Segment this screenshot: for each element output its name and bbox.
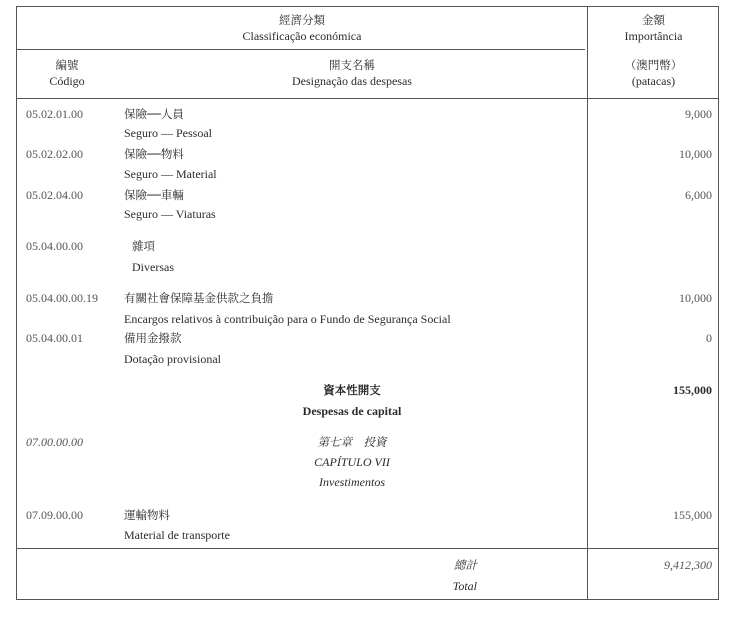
row-designation-pt: Seguro — Viaturas: [124, 207, 216, 221]
capital-heading-pt: Despesas de capital: [302, 404, 402, 418]
capital-amount: 155,000: [673, 383, 712, 397]
chapter-title-pt: CAPÍTULO VII: [314, 455, 390, 469]
row-code: 05.04.00.01: [26, 331, 83, 345]
row-amount: 10,000: [679, 291, 712, 305]
row-amount: 6,000: [685, 188, 712, 202]
row-code: 05.02.04.00: [26, 188, 83, 202]
designation-header-zh: 開支名稱: [329, 58, 375, 72]
row-designation-zh: 備用金撥款: [124, 331, 182, 345]
row-code: 07.09.00.00: [26, 508, 83, 522]
total-label-zh: 總計: [454, 558, 477, 572]
row-designation-zh: 運輸物料: [124, 508, 170, 522]
row-amount: 155,000: [673, 508, 712, 522]
classification-title-pt: Classificação económica: [242, 29, 362, 43]
code-header-pt: Código: [49, 74, 85, 88]
header-subdivider: [17, 49, 585, 50]
row-designation-zh: 保險──物料: [124, 147, 184, 161]
row-code: 05.02.01.00: [26, 107, 83, 121]
row-designation-pt: Diversas: [132, 260, 174, 274]
row-designation-pt: Seguro — Material: [124, 167, 217, 181]
row-code: 05.04.00.00: [26, 239, 83, 253]
capital-heading-zh: 資本性開支: [323, 383, 381, 397]
row-amount: 9,000: [685, 107, 712, 121]
total-amount: 9,412,300: [664, 558, 712, 572]
row-designation-zh: 雜項: [132, 239, 155, 253]
row-amount: 10,000: [679, 147, 712, 161]
total-top-rule: [17, 548, 718, 549]
row-code: 05.02.02.00: [26, 147, 83, 161]
row-designation-zh: 保險──車輛: [124, 188, 184, 202]
row-designation-pt: Dotação provisional: [124, 352, 221, 366]
row-designation-zh: 有關社會保障基金供款之負擔: [124, 291, 274, 305]
amount-title-pt: Importância: [624, 29, 683, 43]
chapter-subtitle-pt: Investimentos: [319, 475, 385, 489]
chapter-code: 07.00.00.00: [26, 435, 83, 449]
currency-header-pt: (patacas): [631, 74, 676, 88]
code-header-zh: 編號: [55, 58, 79, 72]
budget-table: [16, 6, 719, 600]
total-label-pt: Total: [452, 579, 477, 593]
designation-header-pt: Designação das despesas: [292, 74, 412, 88]
currency-header-zh: （澳門幣）: [624, 58, 683, 72]
row-designation-pt: Seguro — Pessoal: [124, 126, 212, 140]
amount-title-zh: 金額: [642, 13, 665, 27]
header-bottom-rule: [17, 98, 718, 99]
row-designation-pt: Encargos relativos à contribuição para o Fundo de Segurança Social: [124, 312, 451, 326]
row-amount: 0: [706, 331, 712, 345]
row-code: 05.04.00.00.19: [26, 291, 98, 305]
chapter-title-zh: 第七章 投資: [317, 435, 387, 449]
row-designation-zh: 保險──人員: [124, 107, 184, 121]
row-designation-pt: Material de transporte: [124, 528, 230, 542]
classification-title-zh: 經濟分類: [279, 13, 325, 27]
